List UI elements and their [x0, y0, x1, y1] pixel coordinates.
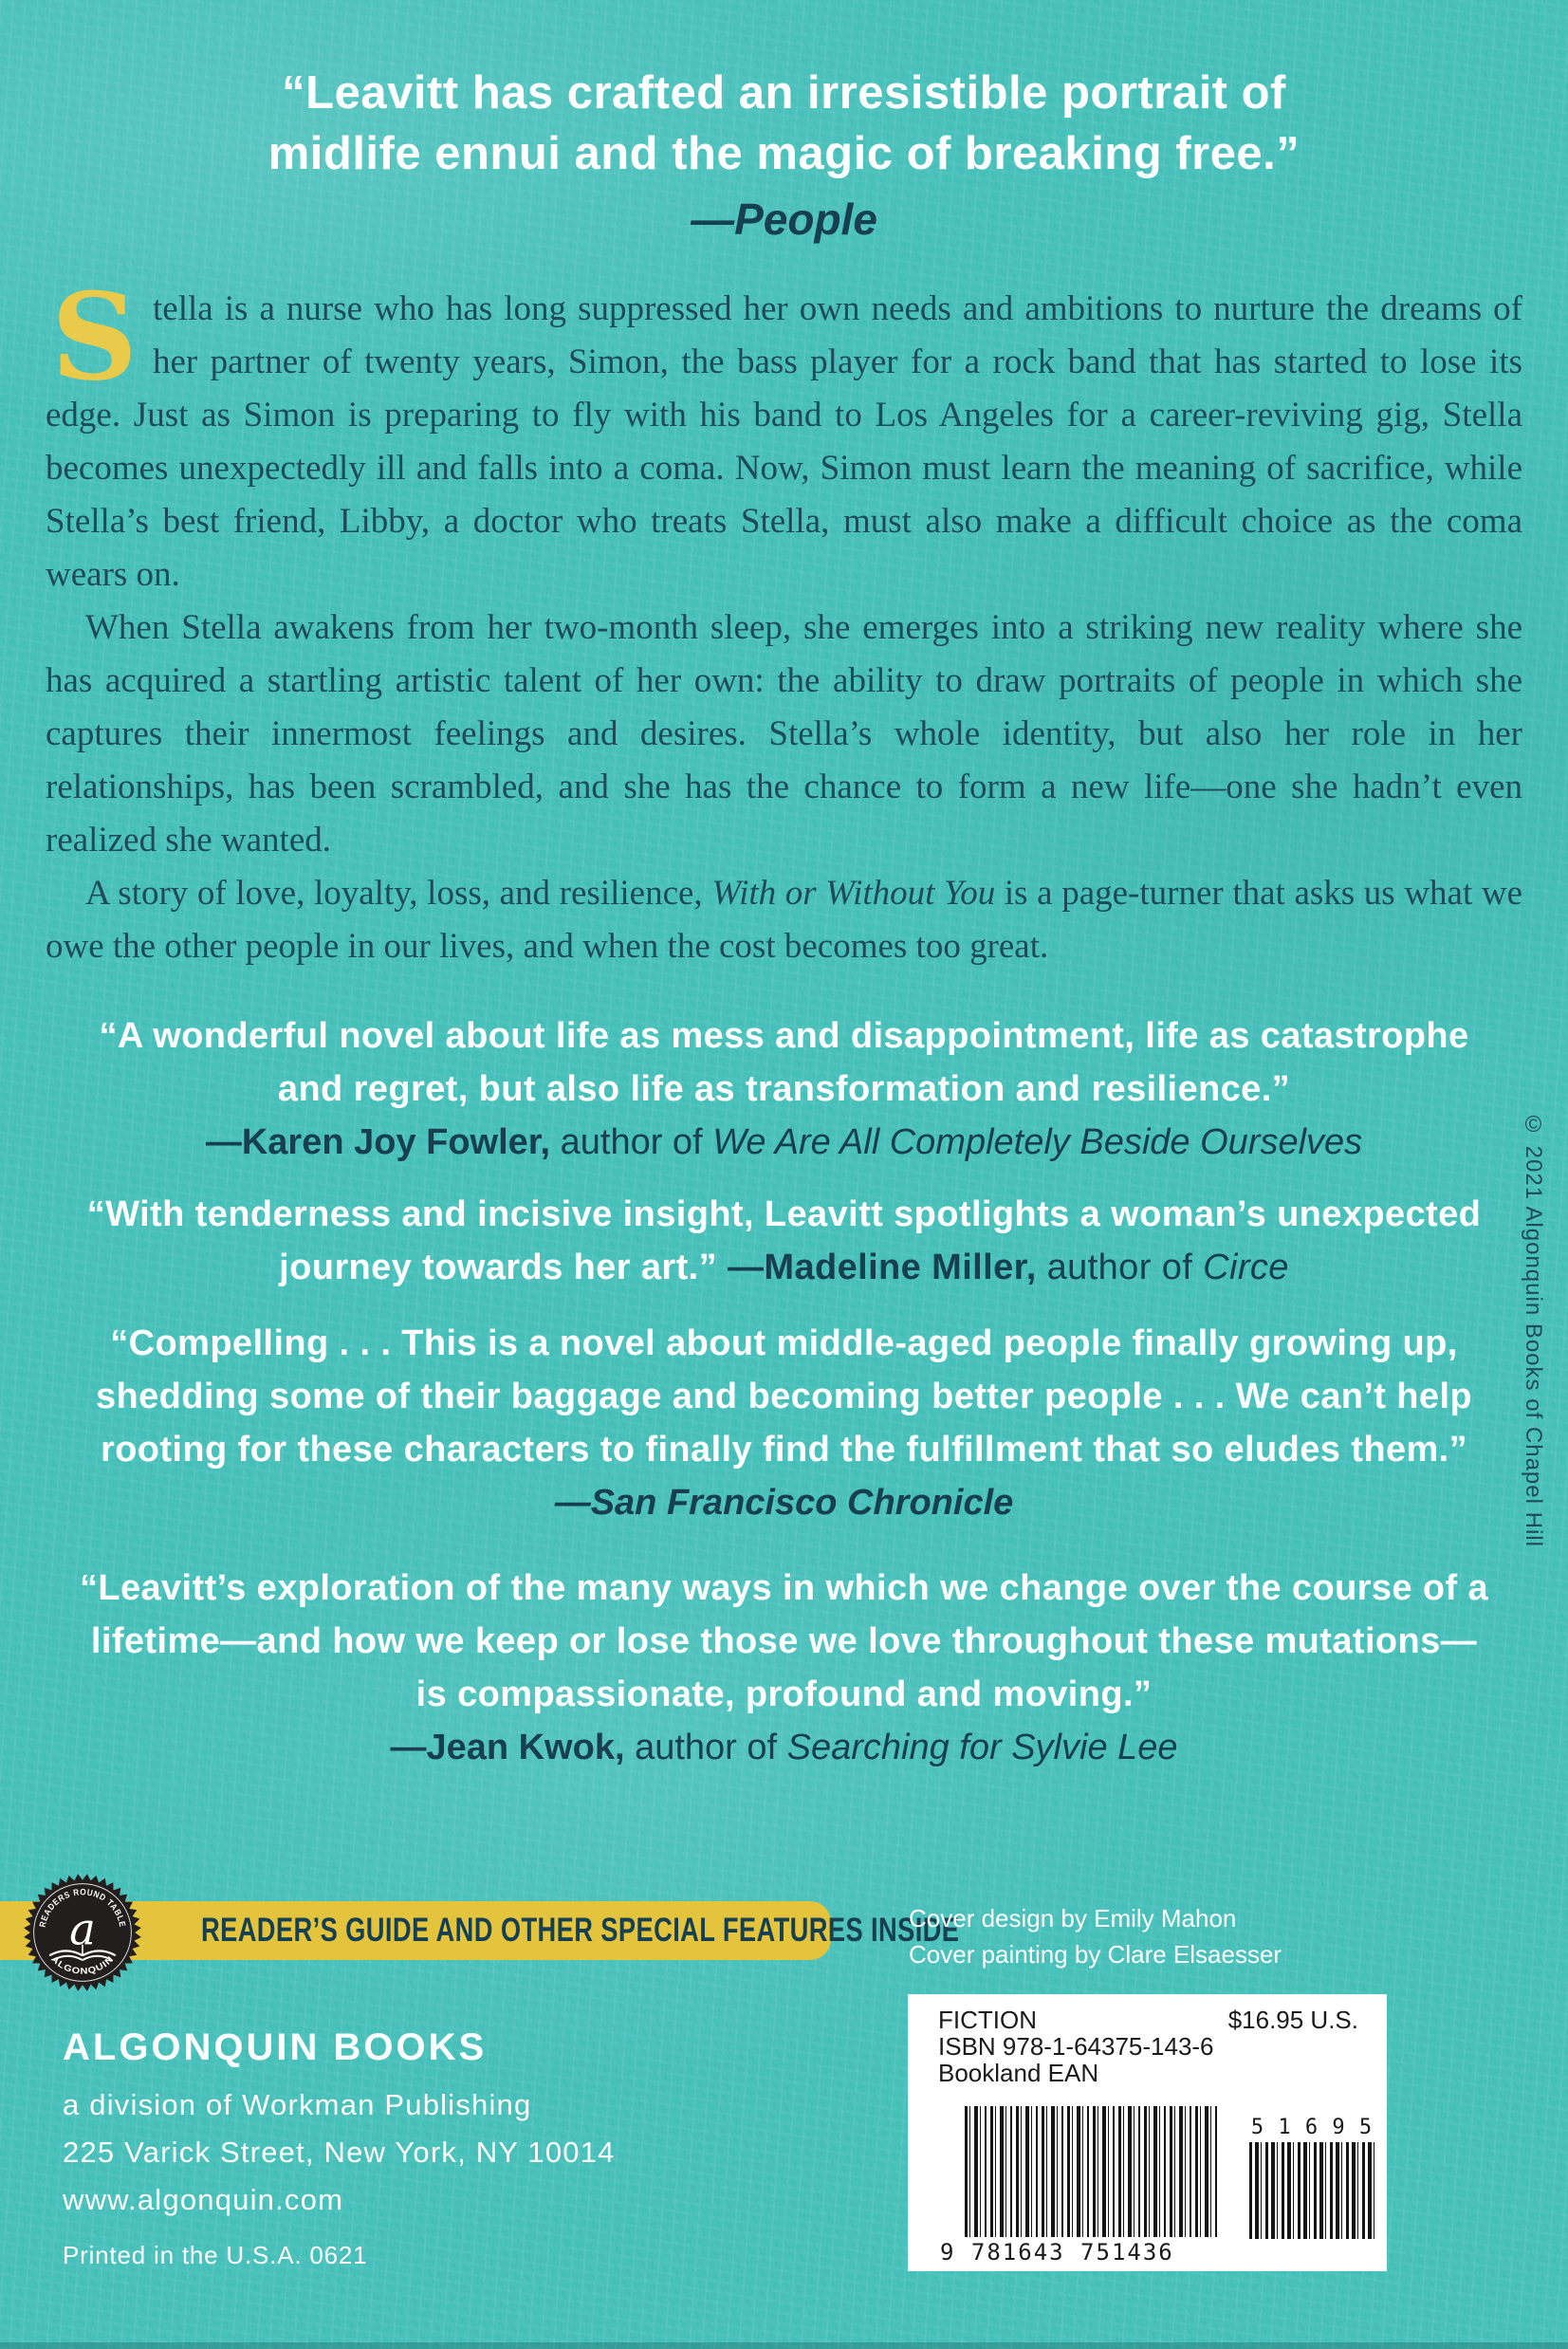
headline-quote-attribution: —People: [691, 194, 877, 244]
publisher-address: 225 Varick Street, New York, NY 10014: [63, 2136, 616, 2169]
attribution-work: Searching for Sylvie Lee: [786, 1728, 1178, 1767]
synopsis-paragraph-3-lead: A story of love, loyalty, loss, and resilience,: [85, 874, 712, 913]
badge-arc-top-text: READERS ROUND TABLE: [37, 1887, 128, 1930]
badge-arc-bottom-text: ALGONQUIN: [49, 1953, 115, 1976]
headline-quote-line-2: midlife ennui and the magic of breaking free.”: [267, 128, 1301, 179]
drop-cap: S: [51, 267, 138, 407]
publisher-website: www.algonquin.com: [63, 2183, 344, 2216]
attribution-name: —Madeline Miller,: [727, 1248, 1037, 1287]
copyright-notice: © 2021 Algonquin Books of Chapel Hill: [1521, 1112, 1546, 1547]
barcode-panel: [908, 1994, 1387, 2271]
headline-quote: [0, 63, 1568, 245]
attribution-name: —Karen Joy Fowler,: [205, 1122, 551, 1162]
blurb-line: is compassionate, profound and moving.”: [415, 1674, 1153, 1714]
publisher-division: a division of Workman Publishing: [63, 2088, 532, 2121]
cover-painting-credit: Cover painting by Clare Elsaesser: [909, 1940, 1282, 1969]
badge-monogram: a: [69, 1903, 96, 1955]
cover-design-credit: Cover design by Emily Mahon: [909, 1904, 1237, 1933]
barcode-ean-label: Bookland EAN: [938, 2059, 1099, 2087]
blurb-san-francisco-chronicle: [0, 1317, 1568, 1529]
barcode-price: $16.95 U.S.: [1227, 2006, 1358, 2034]
blurb-madeline-miller: [0, 1188, 1568, 1294]
barcode-isbn: ISBN 978-1-64375-143-6: [938, 2032, 1214, 2061]
ean-barcode: [965, 2106, 1221, 2237]
barcode-category: FICTION: [938, 2006, 1037, 2034]
attribution-role: author of: [550, 1122, 713, 1162]
blurb-attribution: [0, 1116, 1568, 1169]
attribution-work: Circe: [1203, 1248, 1289, 1287]
attribution-work: We Are All Completely Beside Ourselves: [712, 1122, 1363, 1162]
blurb-line: shedding some of their baggage and becoming better people . . . We can’t help: [95, 1377, 1473, 1416]
blurb-karen-joy-fowler: [0, 1009, 1568, 1169]
cover-credits: [909, 1900, 1282, 1972]
blurb-jean-kwok: [0, 1562, 1568, 1774]
blurb-attribution: [0, 1721, 1568, 1774]
synopsis-paragraph-2: When Stella awakens from her two-month sleep, she emerges into a striking new reality where she has acquired a startling artistic talent of her own: the ability to draw portraits of people in which she captures their innermost feelings and desires. Stella’s whole identity, but also her role in her relationships, has been scrambled, and she has the chance to form a new life—one she hadn’t even realized she wanted.: [46, 608, 1522, 860]
addon-barcode-digits: 5 1 6 9 5: [1250, 2116, 1374, 2139]
headline-quote-line-1: “Leavitt has crafted an irresistible portrait of: [282, 67, 1286, 119]
synopsis-paragraph-3-tail: is a page-turner that asks us what we owe the other people in our lives, and when the cost becomes too great.: [46, 874, 1523, 966]
synopsis-paragraph-1-text: tella is a nurse who has long suppressed her own needs and ambitions to nurture the dreams of her partner of twenty years, Simon, the bass player for a rock band that has started to lose its edge. Just as Simon is preparing to fly with his band to Los Angeles for a career-reviving gig, Stella becomes unexpectedly ill and falls into a coma. Now, Simon must learn the meaning of sacrifice, while Stella’s best friend, Libby, a doctor who treats Stella, must also make a difficult choice as the coma wears on.: [46, 289, 1522, 594]
blurb-line: “Compelling . . . This is a novel about middle-aged people finally growing up,: [110, 1323, 1458, 1363]
synopsis-paragraph-1: [46, 267, 1522, 601]
book-title: With or Without You: [711, 874, 996, 913]
blurb-line-with-attribution: [0, 1241, 1568, 1294]
synopsis: [46, 267, 1523, 973]
blurb-line: lifetime—and how we keep or lose those we love throughout these mutations—: [90, 1621, 1478, 1661]
attribution-name: —San Francisco Chronicle: [554, 1483, 1014, 1523]
publisher-block: [63, 2025, 616, 2224]
algonquin-readers-round-table-badge: [23, 1873, 142, 1992]
blurb-line: rooting for these characters to finally find the fulfillment that so eludes them.”: [100, 1430, 1468, 1470]
addon-barcode: [1249, 2142, 1374, 2239]
attribution-role: author of: [624, 1728, 787, 1767]
blurb-line: “A wonderful novel about life as mess and disappointment, life as catastrophe: [99, 1016, 1469, 1056]
ean-barcode-digits: 9 781643 751436: [940, 2239, 1174, 2266]
blurb-line: and regret, but also life as transformation and resilience.”: [277, 1069, 1291, 1109]
blurb-line: “Leavitt’s exploration of the many ways in which we change over the course of a: [79, 1568, 1489, 1608]
attribution-name: —Jean Kwok,: [390, 1728, 625, 1767]
readers-guide-banner-label: READER’S GUIDE AND OTHER SPECIAL FEATURES INSIDE: [201, 1912, 960, 1949]
attribution-role: author of: [1036, 1248, 1204, 1287]
synopsis-paragraph-3: [46, 867, 1522, 973]
blurb-attribution: [0, 1476, 1568, 1529]
printed-in-usa: Printed in the U.S.A. 0621: [63, 2241, 368, 2269]
blurb-quote-tail: journey towards her art.”: [279, 1248, 728, 1287]
blurb-line: “With tenderness and incisive insight, Leavitt spotlights a woman’s unexpected: [86, 1194, 1482, 1234]
publisher-name: ALGONQUIN BOOKS: [63, 2026, 488, 2068]
